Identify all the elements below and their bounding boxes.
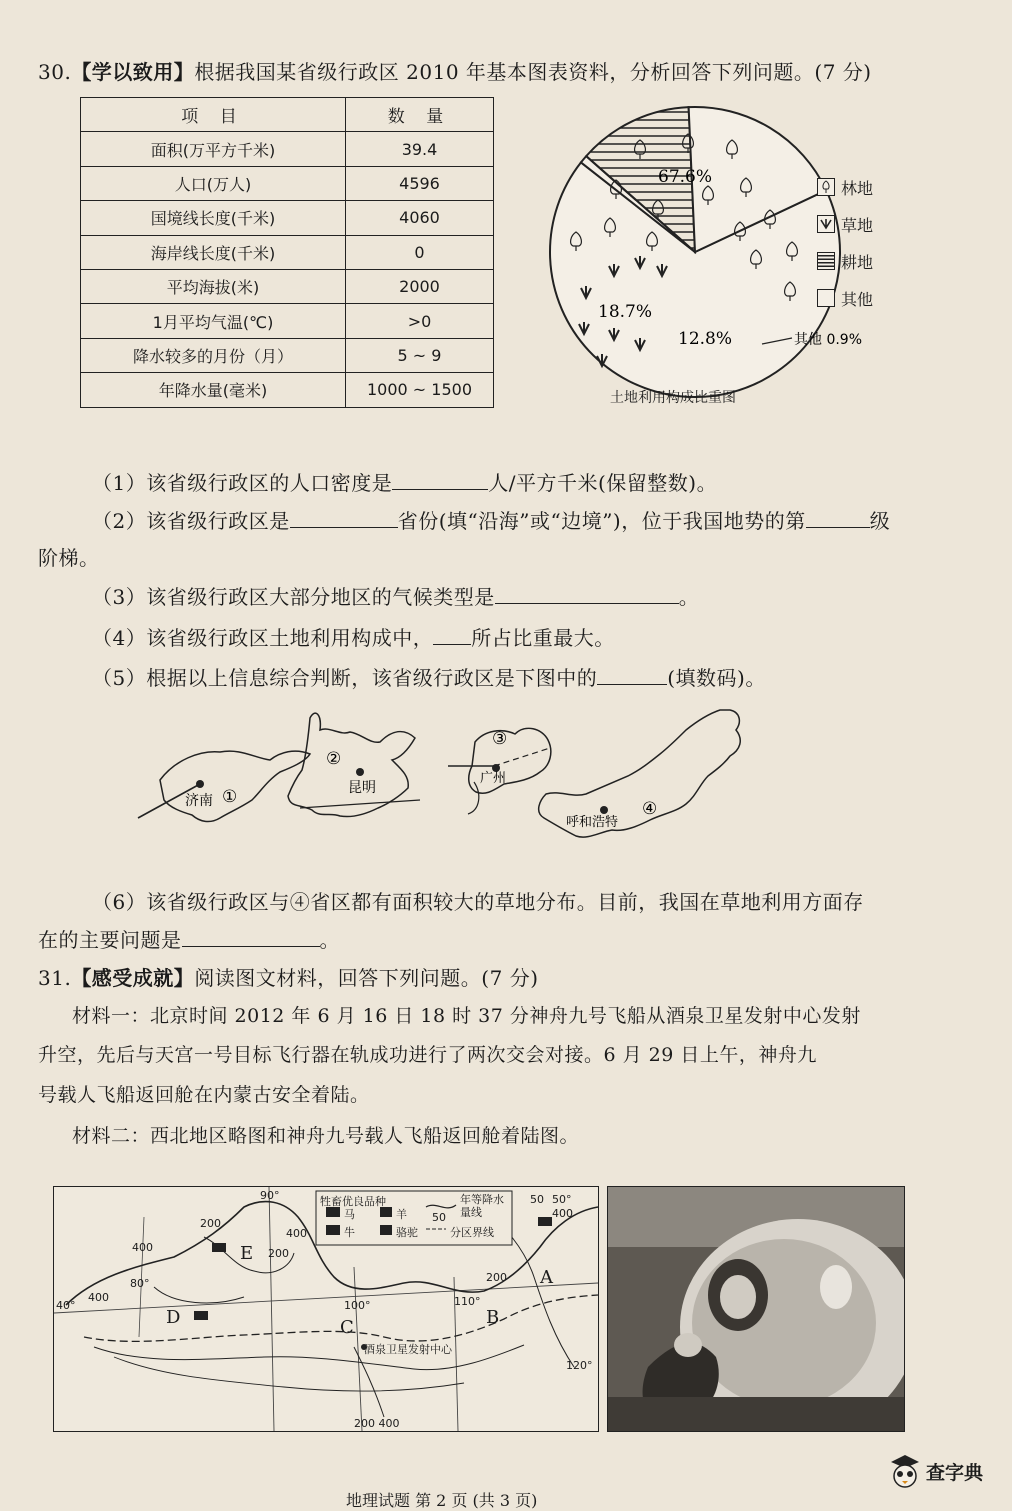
q30-sub-2: （2）该省级行政区是 省份(填“沿海”或“边境”)，位于我国地势的第 级 bbox=[92, 509, 891, 533]
q30-sub-4: （4）该省级行政区土地利用构成中， 所占比重最大。 bbox=[92, 626, 615, 650]
table-cell: 2000 bbox=[346, 269, 494, 303]
table-cell: 降水较多的月份（月） bbox=[81, 338, 346, 372]
table-cell: 5 ~ 9 bbox=[346, 338, 494, 372]
table-row bbox=[81, 304, 494, 338]
map-number-label: 200 bbox=[268, 1247, 289, 1260]
map-number-label: 90° bbox=[260, 1189, 280, 1202]
q30-number: 30. bbox=[38, 60, 72, 84]
q30-sub-1: （1）该省级行政区的人口密度是 人/平方千米(保留整数)。 bbox=[92, 471, 718, 495]
nw-legend-sheep: 羊 bbox=[396, 1208, 407, 1221]
table-row bbox=[81, 235, 494, 269]
table-cell: 0 bbox=[346, 235, 494, 269]
city-label-hohhot: 呼和浩特 bbox=[566, 815, 619, 830]
region-letter-c: C bbox=[340, 1317, 354, 1338]
map-number-label: 100° bbox=[344, 1299, 371, 1312]
table-row bbox=[81, 132, 494, 166]
map-number-label: 400 bbox=[132, 1241, 153, 1254]
table-cell: 人口(万人) bbox=[81, 166, 346, 200]
nw-legend-title: 牲畜优良品种 bbox=[320, 1195, 386, 1208]
pie-label-forest: 67.6% bbox=[658, 167, 713, 187]
table-row bbox=[81, 373, 494, 407]
map-number-3: ③ bbox=[492, 729, 508, 749]
nw-legend-isohyet-value: 50 bbox=[432, 1211, 446, 1224]
map-scale-label: 200 400 bbox=[354, 1417, 400, 1430]
table-cell: 4596 bbox=[346, 166, 494, 200]
legend-item-grass: 草地 bbox=[817, 213, 873, 235]
q31-material-1-line2: 升空，先后与天宫一号目标飞行器在轨成功进行了两次交会对接。6 月 29 日上午，神舟九 bbox=[38, 1044, 817, 1066]
region-letter-b: B bbox=[486, 1307, 500, 1328]
legend-item-other: 其他 bbox=[817, 287, 873, 309]
table-cell: 海岸线长度(千米) bbox=[81, 235, 346, 269]
table-cell: 4060 bbox=[346, 201, 494, 235]
q30-sub-2-cont: 阶梯。 bbox=[38, 546, 100, 570]
answer-blank[interactable] bbox=[290, 507, 398, 528]
map-2-yunnan bbox=[288, 713, 420, 816]
q30-text: 根据我国某省级行政区 2010 年基本图表资料，分析回答下列问题。(7 分) bbox=[194, 60, 872, 84]
q30-sub-5: （5）根据以上信息综合判断，该省级行政区是下图中的 (填数码)。 bbox=[92, 666, 766, 690]
q31-material-1-line3: 号载人飞船返回舱在内蒙古安全着陆。 bbox=[38, 1084, 370, 1106]
pie-label-farm: 12.8% bbox=[678, 329, 733, 349]
launch-center-label: 酒泉卫星发射中心 bbox=[364, 1343, 452, 1356]
pie-legend bbox=[817, 176, 873, 309]
answer-blank[interactable] bbox=[597, 664, 667, 685]
blank-box-icon bbox=[817, 289, 835, 307]
q30-title bbox=[38, 56, 872, 85]
q31-title: 31.【感受成就】阅读图文材料，回答下列问题。(7 分) bbox=[38, 966, 539, 990]
graduate-owl-icon bbox=[888, 1452, 922, 1490]
q30-tag: 【学以致用】 bbox=[71, 60, 195, 84]
legend-item-forest: 林地 bbox=[817, 176, 873, 198]
map-number-1: ① bbox=[222, 787, 238, 807]
table-cell: 国境线长度(千米) bbox=[81, 201, 346, 235]
city-label-jinan: 济南 bbox=[185, 793, 213, 809]
map-number-label: 110° bbox=[454, 1295, 481, 1308]
table-cell: 1000 ~ 1500 bbox=[346, 373, 494, 407]
q30-sub-6-cont: 在的主要问题是 。 bbox=[38, 928, 340, 952]
q30-sub-6: （6）该省级行政区与④省区都有面积较大的草地分布。目前，我国在草地利用方面存 bbox=[92, 890, 864, 914]
map-number-label: 400 bbox=[88, 1291, 109, 1304]
map-3-guangdong bbox=[448, 728, 551, 814]
map-number-label: 80° bbox=[130, 1277, 150, 1290]
northwest-region-map bbox=[53, 1186, 599, 1432]
region-letter-a: A bbox=[540, 1267, 553, 1288]
answer-blank[interactable] bbox=[392, 469, 488, 490]
pie-label-other: 其他 0.9% bbox=[794, 332, 863, 348]
table-cell: 1月平均气温(℃) bbox=[81, 304, 346, 338]
q31-material-1-line1: 材料一：北京时间 2012 年 6 月 16 日 18 时 37 分神舟九号飞船从酒泉卫星发射中心发射 bbox=[72, 1005, 861, 1027]
table-cell: >0 bbox=[346, 304, 494, 338]
table-row bbox=[81, 269, 494, 303]
chazidian-watermark: 查字典 bbox=[888, 1452, 983, 1490]
answer-blank[interactable] bbox=[182, 926, 320, 947]
page-footer: 地理试题 第 2 页 (共 3 页) bbox=[346, 1491, 538, 1510]
nw-legend-horse: 马 bbox=[344, 1208, 355, 1221]
q31-material-2: 材料二：西北地区略图和神舟九号载人飞船返回舱着陆图。 bbox=[72, 1125, 580, 1147]
table-row bbox=[81, 201, 494, 235]
map-number-label: 50° bbox=[552, 1193, 572, 1206]
map-number-4: ④ bbox=[642, 799, 658, 819]
region-letter-d: D bbox=[166, 1307, 181, 1328]
table-cell: 年降水量(毫米) bbox=[81, 373, 346, 407]
table-cell: 面积(万平方千米) bbox=[81, 132, 346, 166]
table-cell: 平均海拔(米) bbox=[81, 269, 346, 303]
pie-label-grass: 18.7% bbox=[598, 302, 653, 322]
map-4-inner-mongolia bbox=[539, 710, 741, 837]
region-letter-e: E bbox=[240, 1243, 254, 1264]
table-header-row bbox=[81, 98, 494, 132]
pie-caption: 土地利用构成比重图 bbox=[610, 390, 736, 406]
q30-sub-3: （3）该省级行政区大部分地区的气候类型是 。 bbox=[92, 585, 700, 609]
table-row bbox=[81, 338, 494, 372]
nw-legend-camel: 骆驼 bbox=[396, 1226, 418, 1239]
table-header: 数 量 bbox=[346, 98, 494, 132]
city-label-kunming: 昆明 bbox=[348, 780, 376, 796]
capsule-landing-photo bbox=[607, 1186, 905, 1432]
answer-blank[interactable] bbox=[433, 624, 471, 645]
tree-icon bbox=[817, 178, 835, 196]
map-number-label: 120° bbox=[566, 1359, 593, 1372]
table-row bbox=[81, 166, 494, 200]
farmland-hatch-icon bbox=[817, 252, 835, 270]
legend-item-farm: 耕地 bbox=[817, 250, 873, 272]
map-1-shandong bbox=[138, 751, 310, 821]
map-number-label: 400 bbox=[286, 1227, 307, 1240]
nw-legend-cattle: 牛 bbox=[344, 1226, 355, 1239]
nw-legend-boundary: 分区界线 bbox=[450, 1226, 494, 1239]
city-label-guangzhou: 广州 bbox=[480, 771, 507, 786]
answer-blank[interactable] bbox=[495, 583, 679, 604]
grass-arrow-icon bbox=[817, 215, 835, 233]
map-number-label: 200 bbox=[486, 1271, 507, 1284]
answer-blank[interactable] bbox=[806, 507, 870, 528]
province-maps bbox=[130, 700, 770, 870]
map-number-label: 50 bbox=[530, 1193, 544, 1206]
nw-legend-isohyet-label: 年等降水量线 bbox=[460, 1193, 504, 1219]
table-cell: 39.4 bbox=[346, 132, 494, 166]
stats-table bbox=[80, 97, 494, 408]
map-number-label: 200 bbox=[200, 1217, 221, 1230]
map-number-2: ② bbox=[326, 749, 342, 769]
map-number-label: 400 bbox=[552, 1207, 573, 1220]
map-number-label: 40° bbox=[56, 1299, 76, 1312]
table-header: 项 目 bbox=[81, 98, 346, 132]
